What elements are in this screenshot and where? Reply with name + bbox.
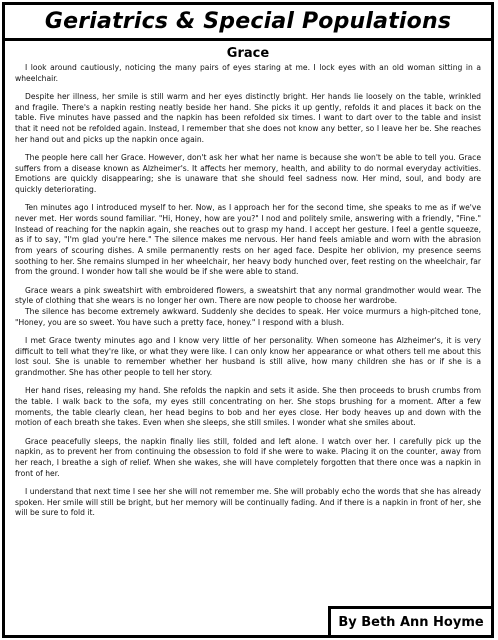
story-paragraph: Grace wears a pink sweatshirt with embroidered flowers, a sweatshirt that any normal grandmother would wear. The style of clothing that she wears is no longer her own. There are now people to choose her wardrobe.: [15, 285, 481, 306]
page-frame: [2, 2, 494, 638]
page-title: Geriatrics & Special Populations: [44, 9, 452, 34]
story-paragraph: The people here call her Grace. However, don't ask her what her name is because she won't be able to tell you. Grace suffers from a disease known as Alzheimer's. It affects her memory, health, and ability to do normal everyday activities. Emotions are quickly disappearing; she is unaware that she should feel sadness now. Her mind, soul, and body are quickly deteriorating.: [15, 152, 481, 195]
story-paragraph: I understand that next time I see her she will not remember me. She will probably echo the words that she has already spoken. Her smile will still be bright, but her memory will be continually fading. And if there is a napkin in front of her, she will be sure to fold it.: [15, 486, 481, 518]
page-header: [5, 5, 491, 41]
story-paragraph: I look around cautiously, noticing the many pairs of eyes staring at me. I lock eyes with an old woman sitting in a wheelchair.: [15, 63, 481, 83]
story-paragraph: Grace peacefully sleeps, the napkin finally lies still, folded and left alone. I watch over her. I carefully pick up the napkin, as to prevent her from continuing the obsession to fold if she were to wake. Placing it on the counter, away from her reach, I breathe a sigh of relief. When she wakes, she will have completely forgotten that there once was a napkin in front of her.: [15, 436, 481, 478]
story-body: [15, 63, 481, 527]
story-paragraph: Despite her illness, her smile is still warm and her eyes distinctly bright. Her hands lie loosely on the table, wrinkled and fragile. There's a napkin resting neatly beside her hand. She picks it up gently, refolds it and places it back on the table. Five minutes have passed and the napkin has been refolded six times. I want to dart over to the table and insist that it need not be refolded again. Instead, I remember that she does not know any better, so I leave her be. She reaches her hand out and picks up the napkin once again.: [15, 91, 481, 144]
author-byline: [328, 606, 491, 635]
author-name: By Beth Ann Hoyme: [338, 614, 484, 630]
story-title: Grace: [226, 46, 270, 61]
story-paragraph: The silence has become extremely awkward. Suddenly she decides to speak. Her voice murmurs a high-pitched tone, "Honey, you are so sweet. You have such a pretty face, honey." I respond with a blush.: [15, 307, 481, 327]
story-paragraph: Ten minutes ago I introduced myself to her. Now, as I approach her for the second time, she speaks to me as if we've never met. Her words sound familiar. "Hi, Honey, how are you?" I nod and politely smile, answering with a friendly, "Fine." Instead of reaching for the napkin again, she reaches out to grasp my hand. I accept her gesture. I feel a gentle squeeze, as if to say, "I'm glad you're here." The silence makes me nervous. Her hand feels amiable and worn with the abrasion from years of scouring dishes. A smile permanently rests on her aged face. Despite her oblivion, my presence seems soothing to her. She remains slumped in her wheelchair, her heavy body hunched over, feet resting on the wheelchair, far from the ground. I wonder how tall she would be if she were able to stand.: [15, 203, 481, 277]
story-paragraph: I met Grace twenty minutes ago and I know very little of her personality. When someone has Alzheimer's, it is very difficult to tell what they're like, or what they were like. I can only know her appearance or what others tell me about this lost soul. She is unable to remember whether her husband is still alive, how many children she has or if she is a grandmother. She has other people to tell her story.: [15, 335, 481, 378]
story-paragraph: Her hand rises, releasing my hand. She refolds the napkin and sets it aside. She then proceeds to brush crumbs from the table. I walk back to the sofa, my eyes still concentrating on her. She stops brushing for a moment. After a few moments, the table clearly clean, her head begins to bob and her eyes close. Her body heaves up and down with the motion of each breath she takes. Even when she sleeps, she still smiles. I wonder what she smiles about.: [15, 386, 481, 428]
